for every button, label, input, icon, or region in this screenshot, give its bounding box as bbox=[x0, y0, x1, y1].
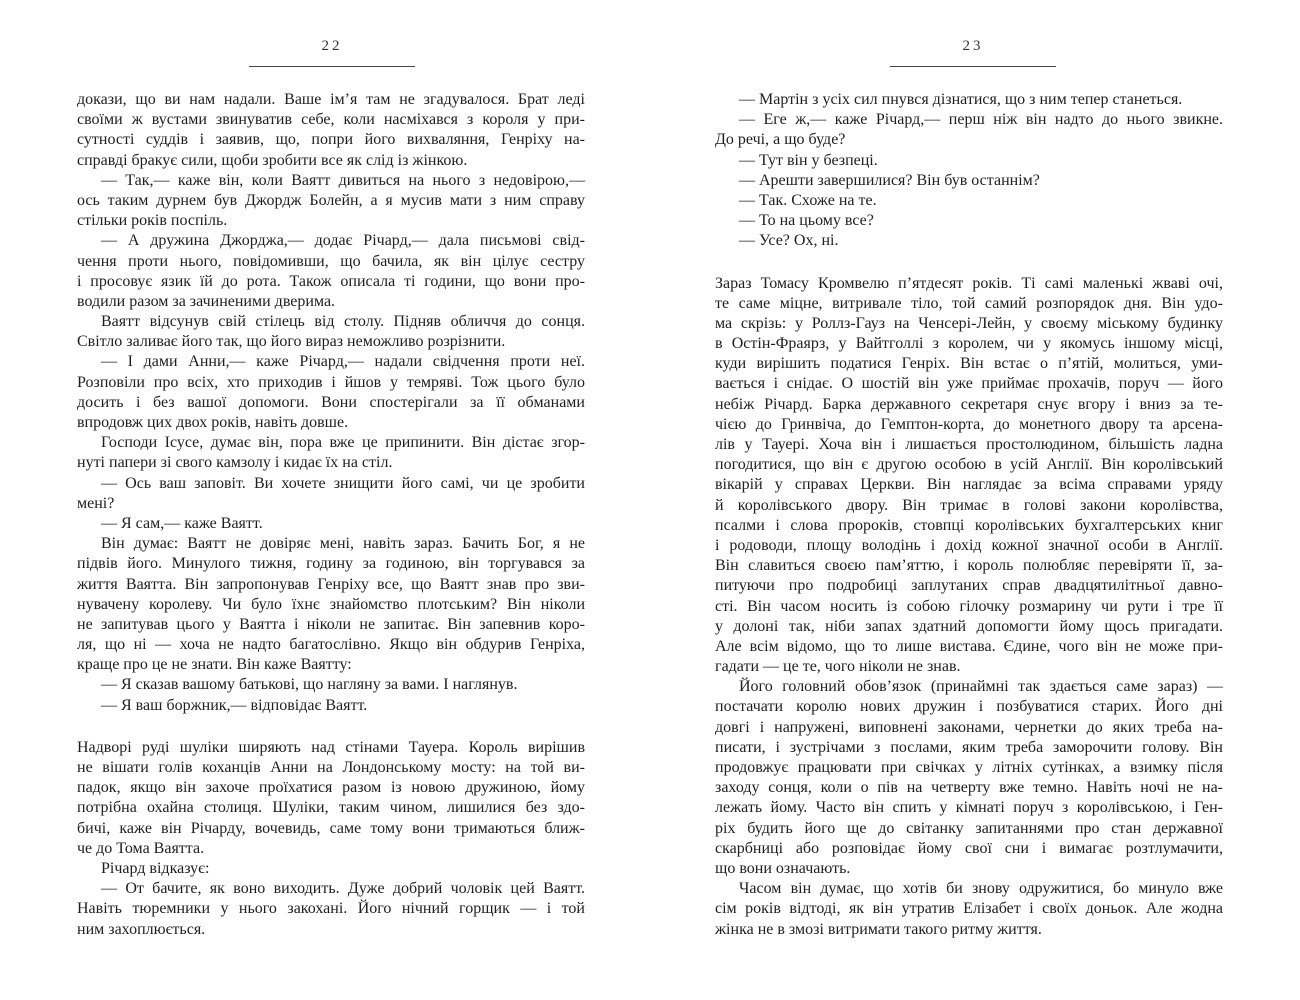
text-line: і родоводи, площу володінь і дохід кожної значної особи в Англії. bbox=[715, 536, 1223, 554]
text-line: — Арешти завершилися? Він був останнім? bbox=[739, 171, 1040, 189]
paragraph bbox=[77, 352, 585, 433]
text-line: ма скрізь: у Роллз-Гауз на Ченсері-Лейн, у своєму міському будинку bbox=[715, 314, 1223, 332]
text-line: докази, що ви нам надали. Ваше ім’я там не згадувалося. Брат леді bbox=[77, 91, 585, 108]
text-line: — Тут він у безпеці. bbox=[739, 151, 878, 169]
paragraph bbox=[77, 312, 585, 352]
text-line: Але всім відомо, що то лише вистава. Єдине, чого він не може при- bbox=[715, 637, 1223, 655]
right-page bbox=[650, 0, 1300, 1000]
text-line: Господи Ісусе, думає він, пора вже це припинити. Він дістає згор- bbox=[101, 434, 585, 452]
text-line: Річард відказує: bbox=[101, 859, 210, 877]
paragraph bbox=[77, 738, 585, 859]
paragraph bbox=[77, 859, 585, 879]
text-line: вається і снідає. О шостій він уже приймає прохачів, поруч — його bbox=[715, 375, 1223, 393]
paragraph bbox=[77, 474, 585, 514]
text-line: — І дами Анни,— каже Річард,— надали свідчення проти неї. bbox=[101, 353, 585, 371]
text-line: досить і без вашої допомоги. Вони спостерігали за її обманами bbox=[77, 393, 585, 411]
text-line: не вішати голів коханців Анни на Лондонському мосту: на той ви- bbox=[77, 759, 585, 776]
text-line: чією до Гринвіча, до Гемптон-корта, до монетного двору та арсена- bbox=[715, 415, 1223, 433]
text-line: підвів його. Минулого тижня, годину за годиною, він торгувався за bbox=[77, 555, 585, 573]
text-line: що вони означають. bbox=[715, 859, 851, 877]
paragraph bbox=[715, 274, 1223, 678]
paragraph bbox=[77, 90, 585, 171]
text-line: Розповіли про всіх, хто приходив і йшов у темряві. Тож цього було bbox=[77, 373, 585, 391]
text-line: справді бракує сили, щоби зробити все як слід із жінкою. bbox=[77, 151, 468, 169]
text-line: нувачену королеву. Чи було їхнє знайомство плотським? Він ніколи bbox=[77, 595, 585, 613]
text-line: в Остін-Фраярз, у Вайтголлі з королем, чи у якомусь іншому місці, bbox=[715, 335, 1223, 353]
text-line: че до Тома Ваятта. bbox=[77, 839, 205, 857]
paragraph bbox=[77, 171, 585, 232]
text-line: питуючи про подробиці заплутаних справ двадцятилітньої давно- bbox=[715, 577, 1223, 595]
text-line: — А дружина Джорджа,— додає Річард,— дала письмові свід- bbox=[101, 232, 585, 250]
text-line: — Усе? Ох, ні. bbox=[739, 232, 839, 250]
text-line: погодитися, що він є другою особою в усій Англії. Він королівський bbox=[715, 456, 1223, 474]
paragraph bbox=[715, 151, 1223, 171]
text-line: постачати королю нових дружин і позбуватися старих. Його дні bbox=[715, 698, 1223, 716]
text-line: життя Ваятта. Він запропонував Генріху все, що Ваятт знав про зви- bbox=[77, 575, 585, 593]
paragraph bbox=[715, 90, 1223, 110]
paragraph bbox=[77, 675, 585, 695]
text-line: сті. Він часом носить із собою гілочку розмарину чи рути і тре її bbox=[715, 597, 1223, 615]
text-line: Його головний обов’язок (принаймні так здається саме зараз) — bbox=[739, 678, 1223, 696]
text-line: і просовує язик їй до рота. Також описала ті години, що вони про- bbox=[77, 272, 585, 290]
text-line: — То на цьому все? bbox=[739, 212, 874, 230]
text-line: — Так,— каже він, коли Ваятт дивиться на нього з недовірою,— bbox=[101, 171, 585, 189]
text-line: Навіть тюремники у нього закохані. Його нічний горщик — і той bbox=[77, 900, 585, 918]
text-line: своїми ж вустами звинуватив себе, коли насміхався з короля у при- bbox=[77, 111, 585, 129]
text-line: — Я сам,— каже Ваятт. bbox=[101, 514, 263, 532]
text-line: мені? bbox=[77, 494, 115, 512]
text-line: — Я ваш боржник,— відповідає Ваятт. bbox=[101, 696, 368, 714]
paragraph bbox=[715, 677, 1223, 879]
paragraph bbox=[77, 534, 585, 675]
text-line: потрібна охайна столиця. Шуліки, таким чином, лишилися без здо- bbox=[77, 799, 585, 817]
paragraph bbox=[715, 231, 1223, 251]
paragraph bbox=[77, 231, 585, 312]
text-line: Він славиться своєю пам’яттю, і король полюбляє перевіряти її, за- bbox=[715, 557, 1223, 575]
page-text bbox=[77, 90, 585, 940]
text-line: скарбниці або розповідає йому свої сни і вимагає розтлумачити, bbox=[715, 839, 1223, 857]
text-line: Надворі руді шуліки ширяють над стінами Тауера. Король вирішив bbox=[77, 738, 585, 756]
text-line: ля, що ні — хоча не надто багатослівно. Якщо він обдурив Генріха, bbox=[77, 636, 585, 654]
text-line: бичі, каже він Річарду, вочевидь, саме тому вони тримаються ближ- bbox=[77, 819, 585, 837]
text-line: падок, якщо він захоче проїхатися разом із новою дружиною, йому bbox=[77, 779, 585, 797]
text-line: у долоні так, ніби запах здатний допомогти йому щось пригадати. bbox=[715, 617, 1223, 635]
text-line: стільки років поспіль. bbox=[77, 212, 228, 230]
text-line: До речі, а що буде? bbox=[715, 131, 846, 149]
text-line: Часом він думає, що хотів би знову одружитися, бо минуло вже bbox=[739, 880, 1223, 898]
text-line: ним захоплюється. bbox=[77, 920, 206, 938]
text-line: впродовж цих двох років, навіть довше. bbox=[77, 414, 349, 431]
text-line: лежать йому. Часто він спить у кімнаті поруч з королівською, і Ген- bbox=[715, 799, 1223, 817]
text-line: псалми і слова пророків, стовпці королівських бухгалтерських книг bbox=[715, 516, 1223, 534]
text-line: ось таким дурнем був Джордж Болейн, а я мусив мати з ним справу bbox=[77, 191, 585, 209]
text-line: заходу сонця, коли о пів на четверту вже темно. Навіть ночі не на- bbox=[715, 779, 1223, 797]
paragraph bbox=[715, 191, 1223, 211]
text-line: сім років відтоді, як він утратив Елізабет і своїх доньок. Але жодна bbox=[715, 900, 1223, 918]
text-line: не запитував цього у Ваятта і ніколи не запитає. Він запевнив коро- bbox=[77, 615, 585, 633]
text-line: сутності суддів і заявив, що, попри його вихваляння, Генріху на- bbox=[77, 131, 585, 149]
paragraph bbox=[715, 211, 1223, 231]
text-line: Зараз Томасу Кромвелю п’ятдесят років. Ті самі маленькі жваві очі, bbox=[715, 274, 1223, 292]
text-line: довгі і напружені, виповнені законами, чернетки до яких треба на- bbox=[715, 718, 1223, 736]
paragraph bbox=[77, 696, 585, 716]
text-line: те саме міцне, витривале тіло, той самий розпорядок дня. Він удо- bbox=[715, 294, 1223, 312]
page-number: 22 bbox=[321, 38, 343, 54]
text-line: — Так. Схоже на те. bbox=[739, 191, 877, 209]
text-line: небіж Річард. Барка державного секретаря снує вгору і вниз за те- bbox=[715, 395, 1223, 413]
text-line: куди вирішить податися Генріх. Він встає о п’ятій, молиться, уми- bbox=[715, 355, 1223, 373]
paragraph bbox=[715, 879, 1223, 940]
text-line: — Еге ж,— каже Річард,— перш ніж він надто до нього звикне. bbox=[739, 111, 1223, 129]
text-line: — От бачите, як воно виходить. Дуже добрий чоловік цей Ваятт. bbox=[101, 880, 585, 898]
text-line: й королівського двору. Він тримає в голові закони королівства, bbox=[715, 496, 1223, 514]
text-line: Він думає: Ваятт не довіряє мені, навіть зараз. Бачить Бог, я не bbox=[101, 535, 585, 553]
text-line: писати, і зустрічами з послами, яким треба заморочити голову. Він bbox=[715, 738, 1223, 756]
header-rule bbox=[249, 66, 415, 67]
text-line: — Ось ваш заповіт. Ви хочете знищити його самі, чи це зробити bbox=[101, 474, 585, 492]
text-line: гадати — це те, чого ніколи не знав. bbox=[715, 658, 961, 676]
text-line: ріх будить його ще до світанку запитаннями про стан державної bbox=[715, 819, 1223, 837]
text-line: лів у Тауері. Хоча він і лишається простолюдином, більшість ладна bbox=[715, 436, 1223, 453]
text-line: продовжує працювати при свічках у літніх сутінках, а взимку після bbox=[715, 759, 1223, 776]
paragraph bbox=[77, 433, 585, 473]
paragraph bbox=[77, 879, 585, 940]
text-line: водили разом за зачиненими дверима. bbox=[77, 292, 336, 310]
text-line: вікарій у справах Церкви. Він наглядає за всіма справами уряду bbox=[715, 476, 1223, 494]
page-text bbox=[715, 90, 1223, 940]
text-line: Ваятт відсунув свій стілець від столу. Підняв обличчя до сонця. bbox=[101, 313, 585, 331]
text-line: краще про це не знати. Він каже Ваятту: bbox=[77, 656, 352, 674]
text-line: — Мартін з усіх сил пнувся дізнатися, що з ним тепер станеться. bbox=[739, 91, 1183, 108]
paragraph bbox=[715, 171, 1223, 191]
text-line: Світло заливає його так, що його вираз неможливо розрізнити. bbox=[77, 333, 506, 351]
page-number: 23 bbox=[962, 38, 984, 54]
text-line: жінка не в змозі витримати такого ритму життя. bbox=[715, 920, 1042, 938]
paragraph bbox=[77, 514, 585, 534]
text-line: нуті папери зі свого камзолу і кидає їх на стіл. bbox=[77, 454, 393, 472]
text-line: чення проти нього, повідомивши, що бачила, як він цілує сестру bbox=[77, 252, 585, 270]
paragraph bbox=[715, 110, 1223, 150]
header-rule bbox=[890, 66, 1056, 67]
text-line: — Я сказав вашому батькові, що нагляну за вами. І наглянув. bbox=[101, 676, 518, 694]
